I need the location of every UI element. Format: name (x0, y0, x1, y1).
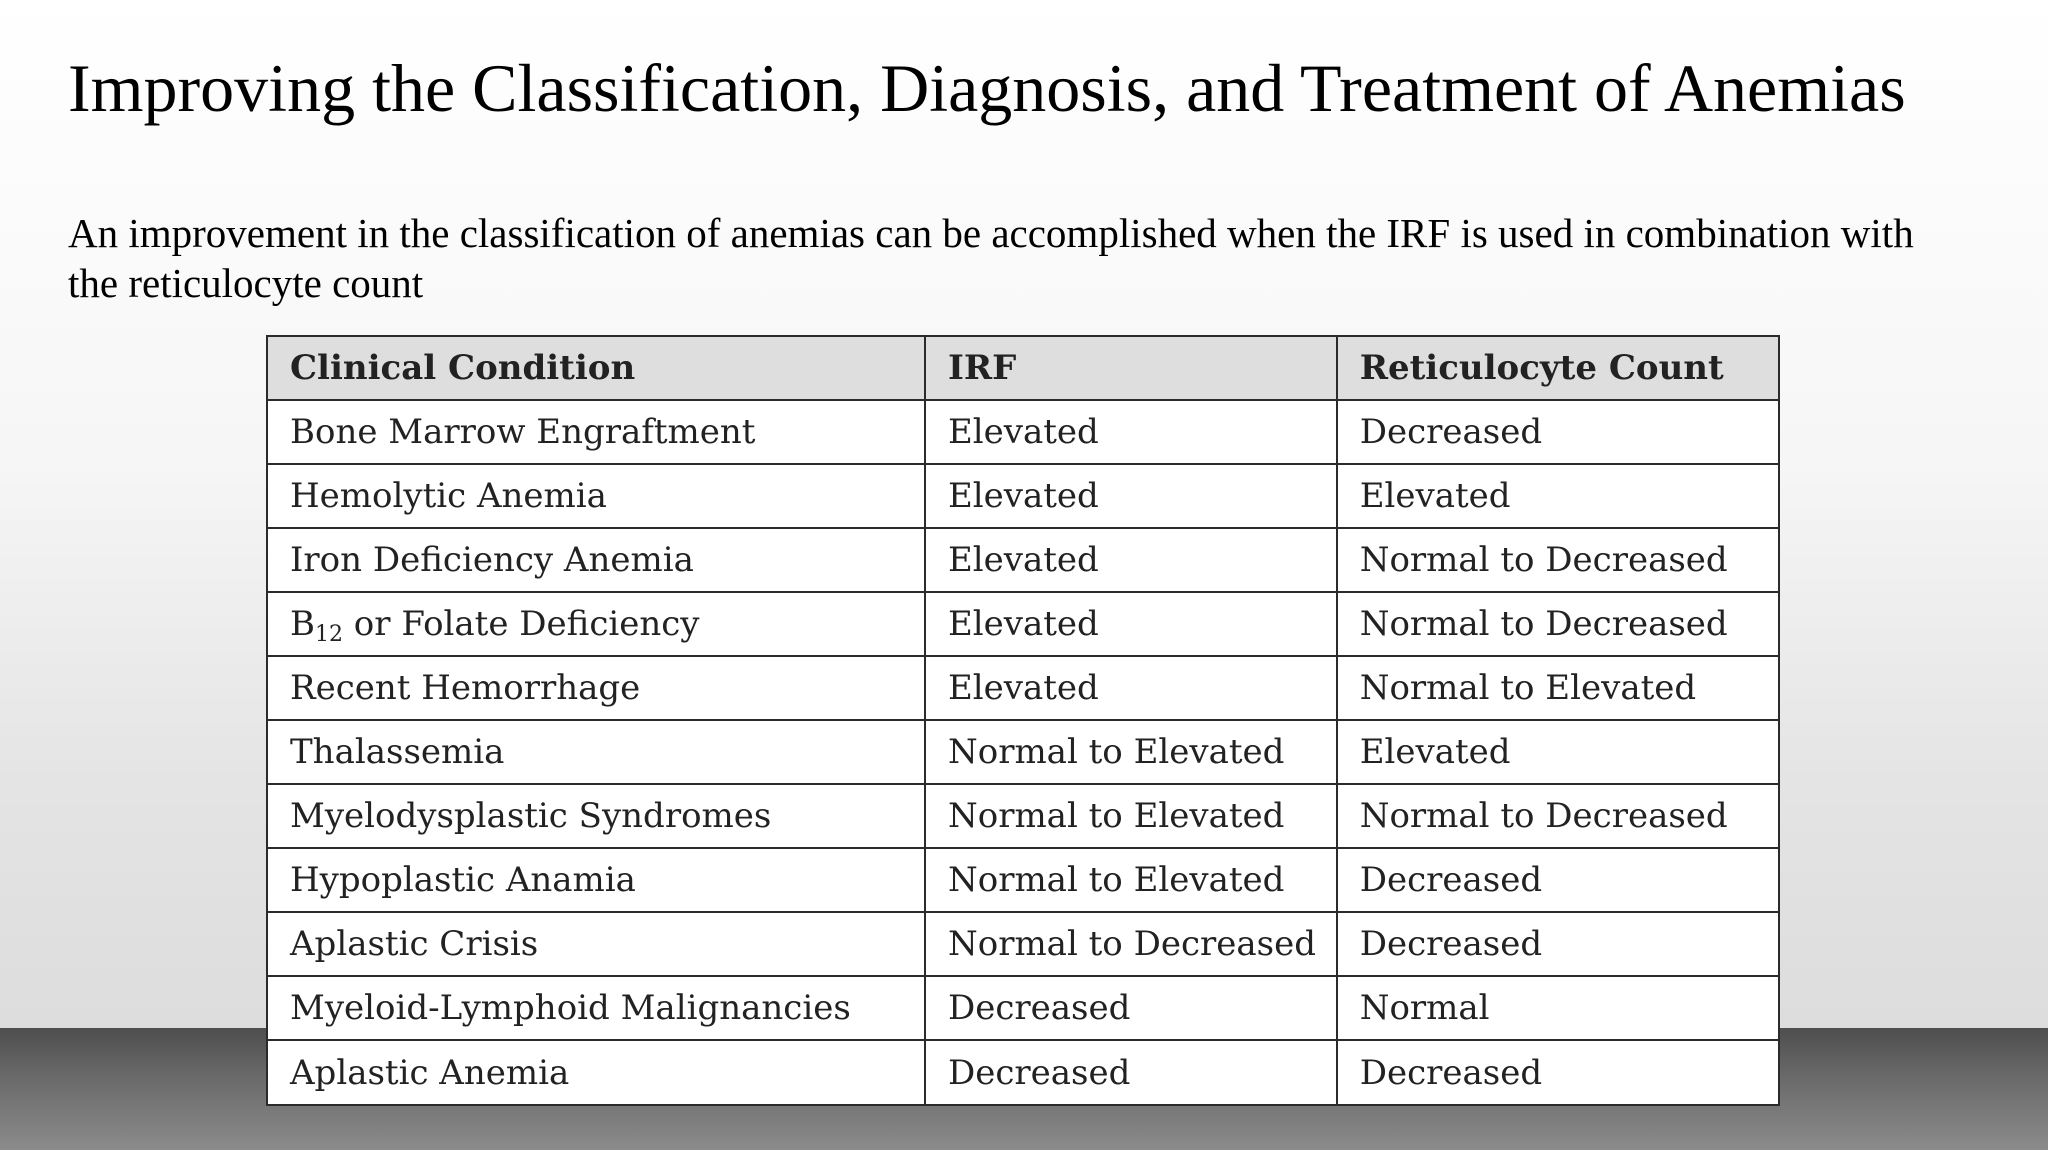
condition-cell: Myelodysplastic Syndromes (267, 784, 925, 848)
irf-cell: Normal to Elevated (925, 784, 1337, 848)
table-row (267, 400, 1779, 464)
anemia-classification-table (266, 335, 1780, 1106)
slide-title: Improving the Classification, Diagnosis, and Treatment of Anemias (68, 50, 1906, 126)
irf-cell: Normal to Elevated (925, 848, 1337, 912)
header-irf: IRF (925, 336, 1337, 400)
irf-cell: Elevated (925, 528, 1337, 592)
table-row (267, 592, 1779, 656)
table-row (267, 976, 1779, 1040)
irf-cell: Elevated (925, 656, 1337, 720)
condition-cell-b12 (267, 592, 925, 656)
reticulocyte-cell: Elevated (1337, 464, 1779, 528)
irf-cell: Normal to Decreased (925, 912, 1337, 976)
table-header-row (267, 336, 1779, 400)
condition-cell: Iron Deficiency Anemia (267, 528, 925, 592)
condition-cell: Bone Marrow Engraftment (267, 400, 925, 464)
table-row (267, 656, 1779, 720)
table-row (267, 784, 1779, 848)
condition-cell: Myeloid-Lymphoid Malignancies (267, 976, 925, 1040)
reticulocyte-cell: Decreased (1337, 912, 1779, 976)
condition-cell: Aplastic Crisis (267, 912, 925, 976)
table-row (267, 848, 1779, 912)
table-row (267, 1040, 1779, 1105)
irf-cell: Decreased (925, 1040, 1337, 1105)
condition-cell: Hypoplastic Anamia (267, 848, 925, 912)
table-row (267, 464, 1779, 528)
reticulocyte-cell: Normal to Decreased (1337, 528, 1779, 592)
condition-cell: Thalassemia (267, 720, 925, 784)
irf-cell: Elevated (925, 400, 1337, 464)
header-reticulocyte-count: Reticulocyte Count (1337, 336, 1779, 400)
reticulocyte-cell: Elevated (1337, 720, 1779, 784)
reticulocyte-cell: Normal to Decreased (1337, 592, 1779, 656)
slide-subtitle: An improvement in the classification of anemias can be accomplished when the IRF is used in combination with the reticulocyte count (68, 210, 1914, 306)
condition-cell: Hemolytic Anemia (267, 464, 925, 528)
irf-cell: Decreased (925, 976, 1337, 1040)
reticulocyte-cell: Decreased (1337, 400, 1779, 464)
table-row (267, 912, 1779, 976)
reticulocyte-cell: Decreased (1337, 848, 1779, 912)
reticulocyte-cell: Normal to Elevated (1337, 656, 1779, 720)
b12-rest: or Folate Deficiency (343, 604, 700, 644)
reticulocyte-cell: Normal to Decreased (1337, 784, 1779, 848)
reticulocyte-cell: Decreased (1337, 1040, 1779, 1105)
reticulocyte-cell: Normal (1337, 976, 1779, 1040)
condition-cell: Recent Hemorrhage (267, 656, 925, 720)
b12-subscript: 12 (315, 622, 343, 647)
b12-base: B (290, 604, 315, 644)
irf-cell: Elevated (925, 464, 1337, 528)
irf-cell: Elevated (925, 592, 1337, 656)
table-row (267, 528, 1779, 592)
condition-cell: Aplastic Anemia (267, 1040, 925, 1105)
table-row (267, 720, 1779, 784)
irf-cell: Normal to Elevated (925, 720, 1337, 784)
header-clinical-condition: Clinical Condition (267, 336, 925, 400)
